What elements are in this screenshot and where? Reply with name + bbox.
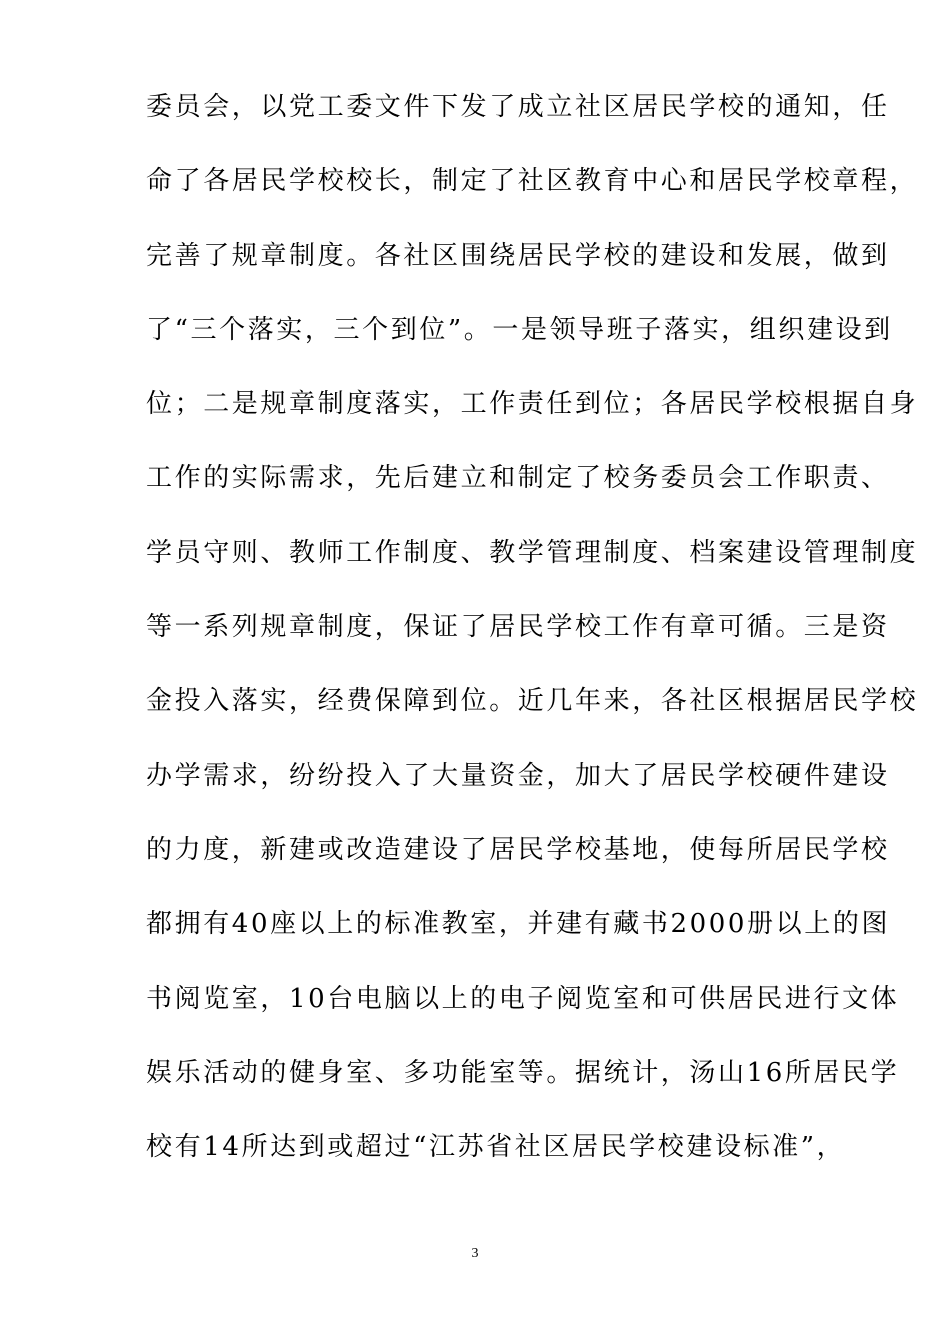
text-line: 命了各居民学校校长，制定了社区教育中心和居民学校章程， (146, 166, 919, 197)
text-line: 金投入落实，经费保障到位。近几年来，各社区根据居民学校 (146, 686, 919, 717)
text-line: 完善了规章制度。各社区围绕居民学校的建设和发展，做到 (146, 240, 890, 271)
text-line: 的力度，新建或改造建设了居民学校基地，使每所居民学校 (146, 834, 890, 865)
text-line: 办学需求，纷纷投入了大量资金，加大了居民学校硬件建设 (146, 760, 890, 791)
text-line: 等一系列规章制度，保证了居民学校工作有章可循。三是资 (146, 612, 890, 643)
text-line: 学员守则、教师工作制度、教学管理制度、档案建设管理制度 (146, 537, 919, 568)
body-text (146, 82, 919, 1196)
text-line: 娱乐活动的健身室、多功能室等。据统计，汤山16所居民学 (146, 1057, 900, 1088)
text-line: 工作的实际需求，先后建立和制定了校务委员会工作职责、 (146, 463, 890, 494)
text-line: 都拥有40座以上的标准教室，并建有藏书2000册以上的图 (146, 909, 891, 940)
text-line: 书阅览室，10台电脑以上的电子阅览室和可供居民进行文体 (146, 983, 900, 1014)
text-line: 校有14所达到或超过“江苏省社区居民学校建设标准”， (146, 1132, 846, 1163)
text-line: 委员会，以党工委文件下发了成立社区居民学校的通知，任 (146, 92, 890, 122)
text-line: 位；二是规章制度落实，工作责任到位；各居民学校根据自身 (146, 389, 919, 420)
text-line: 了“三个落实，三个到位”。一是领导班子落实，组织建设到 (146, 314, 893, 345)
page-number: 3 (471, 1246, 479, 1261)
